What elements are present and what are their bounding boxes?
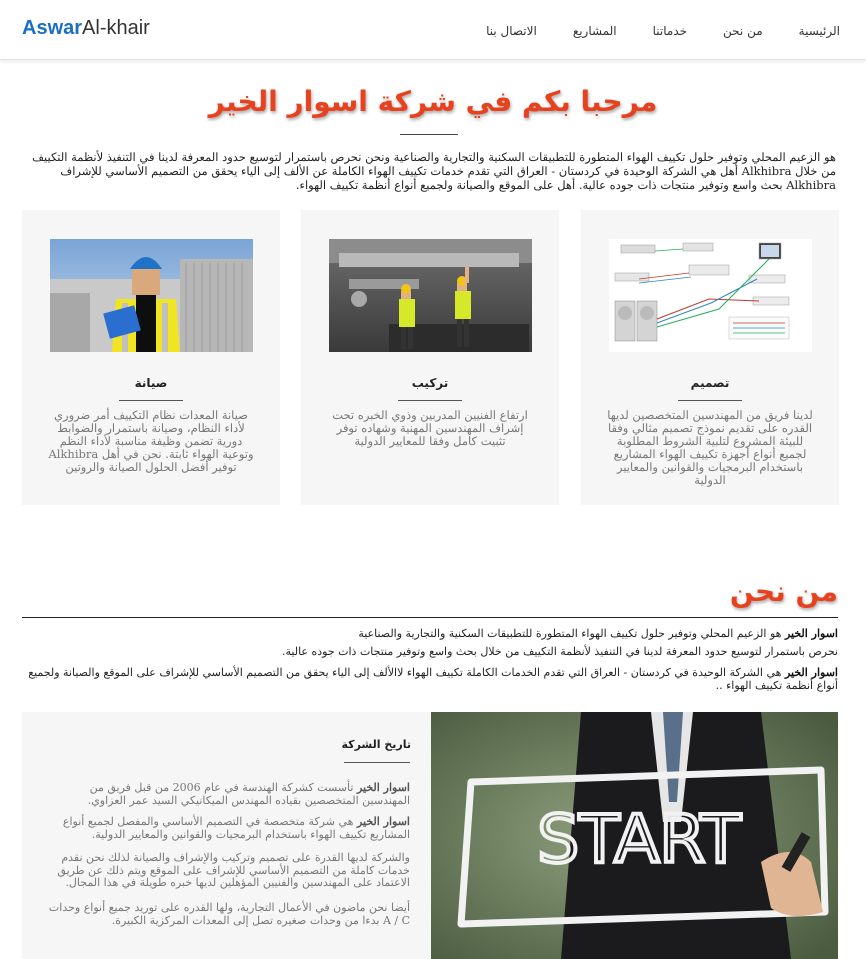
logo-primary: Aswar: [22, 17, 83, 39]
about-title: من نحن: [729, 575, 838, 608]
history-text-2: هي شركة متخصصة في التصميم الأساسي والمفصل لجميع أنواع المشاريع تكييف الهواء باستخدام البرمجيات والقوانين والمعايير الدولية.: [62, 815, 410, 841]
card-title: تركيب: [411, 376, 449, 390]
card-divider: [398, 400, 462, 401]
ac-system-diagram-image: [609, 239, 812, 352]
history-title: تاريخ الشركة: [341, 738, 411, 751]
main-nav: [468, 22, 840, 40]
nav-contact[interactable]: الاتصال بنا: [486, 24, 537, 38]
service-card-installation: [301, 210, 559, 505]
history-paragraph-3: والشركة لديها القدرة على تصميم وتركيب والإشراف والصيانة لذلك نحن نقدم خدمات كاملة من التصميم الأساسي للإشراف على الموقع ويتم ذلك عن طريق الاعتماد على المهندسين والفنيين المؤهلين لديها خبره طويلة في هذا المجال.: [57, 851, 410, 889]
history-brand: اسوار الخير: [356, 815, 410, 828]
history-paragraph-1: [44, 782, 410, 807]
card-title: تصميم: [690, 376, 730, 390]
history-text-1: تأسست كشركة الهندسة في عام 2006 من قبل فريق من المهندسين المتخصصين بقياده المهندس الميكانيكي السيد عمر العزاوي.: [87, 781, 410, 807]
start-board-text: START: [537, 801, 741, 878]
welcome-text: هو الزعيم المحلي وتوفير حلول تكييف الهواء المتطورة للتطبيقات السكنية والتجارية والصناعية ونحن نحرص باستمرار لتوسيع حدود المعرفة لدينا في التنفيذ لأنظمة التكييف من خلال Alkhibra أهل هي الشركة الوحيدة في كردستان - العراق التي تقدم خدمات تكييف الهواء الكاملة عن الألف إلى الياء يحقق من التصميم الأساسي للإشراف Alkhibra بحث واسع وتوفير منتجات ذات جوده عالية. أهل على الموقع والصيانة ولجميع أنواع أنظمة تكييف الهواء.: [32, 150, 836, 192]
maintenance-engineer-image: [50, 239, 253, 352]
card-divider: [119, 400, 183, 401]
history-brand: اسوار الخير: [356, 781, 410, 794]
about-paragraph-1: [22, 627, 838, 640]
nav-home[interactable]: الرئيسية: [798, 24, 840, 38]
card-text: ارتفاع الفنيين المدربين وذوي الخبره تحت إشراف المهندسين المهنية وشهاده توفر تثبيت كامل وفقا للمعايير الدولية: [332, 408, 528, 448]
nav-projects[interactable]: المشاريع: [572, 24, 617, 38]
site-header: [0, 0, 866, 60]
about-brand: اسوار الخير: [784, 627, 838, 640]
card-text: صيانة المعدات نظام التكييف أمر ضروري لأداء النظام، وصيانة باستمرار والضوابط دورية تضمن وظيفة مناسبة لأداء النظم وتوعية الهواء ثابتة. نحن في أهل Alkhibra توفير أفضل الحلول الصيانة والروتين: [48, 408, 254, 474]
about-brand: اسوار الخير: [784, 666, 838, 679]
history-divider: [344, 762, 410, 763]
site-logo[interactable]: [22, 16, 150, 40]
card-title: صيانة: [134, 376, 168, 390]
about-text-3: هي الشركة الوحيدة في كردستان - العراق التي تقدم الخدمات الكاملة تكييف الهواء لاالألف إلى الياء يحقق من التصميم الأساسي للإشراف على الموقع والصيانة ولجميع أنواع أنظمة تكييف الهواء ..: [28, 666, 838, 692]
card-text: لدينا فريق من المهندسين المتخصصين لديها القدره على تقديم نموذج تصميم مثالي وفقا للبيئة المشروع لتلبية الشروط المطلوبة لجميع أنواع أجهزة تكييف الهواء المشاريع باستخدام البرمجيات والقوانين والمعايير الدولية: [607, 408, 813, 487]
about-divider: [22, 617, 838, 618]
service-card-design: [581, 210, 839, 505]
nav-about[interactable]: من نحن: [723, 24, 763, 38]
start-board-image: [431, 712, 838, 959]
installation-workers-image: [329, 239, 532, 352]
welcome-divider: [400, 134, 458, 135]
logo-secondary: Al-khair: [82, 17, 150, 39]
welcome-title: مرحبا بكم في شركة اسوار الخير: [208, 85, 658, 118]
about-paragraph-3: [22, 666, 838, 692]
company-history-panel: [22, 712, 431, 959]
history-paragraph-4: أيضا نحن ماضون في الأعمال التجارية، ولها القدره على توريد جميع أنواع وحدات A / C بدءا من وحدات صغيره تصل إلى المعدات المركزية الكبيرة.: [48, 901, 410, 927]
service-card-maintenance: [22, 210, 280, 505]
about-text-1: هو الزعيم المحلي وتوفير حلول تكييف الهواء المتطورة للتطبيقات السكنية والتجارية والصناعية: [358, 627, 782, 640]
nav-services[interactable]: خدماتنا: [652, 24, 688, 38]
about-paragraph-2: نحرص باستمرار لتوسيع حدود المعرفة لدينا في التنفيذ لأنظمة التكييف من خلال بحث واسع وتوفير منتجات ذات جوده عالية.: [282, 645, 838, 658]
history-paragraph-2: [44, 816, 410, 841]
card-divider: [678, 400, 742, 401]
